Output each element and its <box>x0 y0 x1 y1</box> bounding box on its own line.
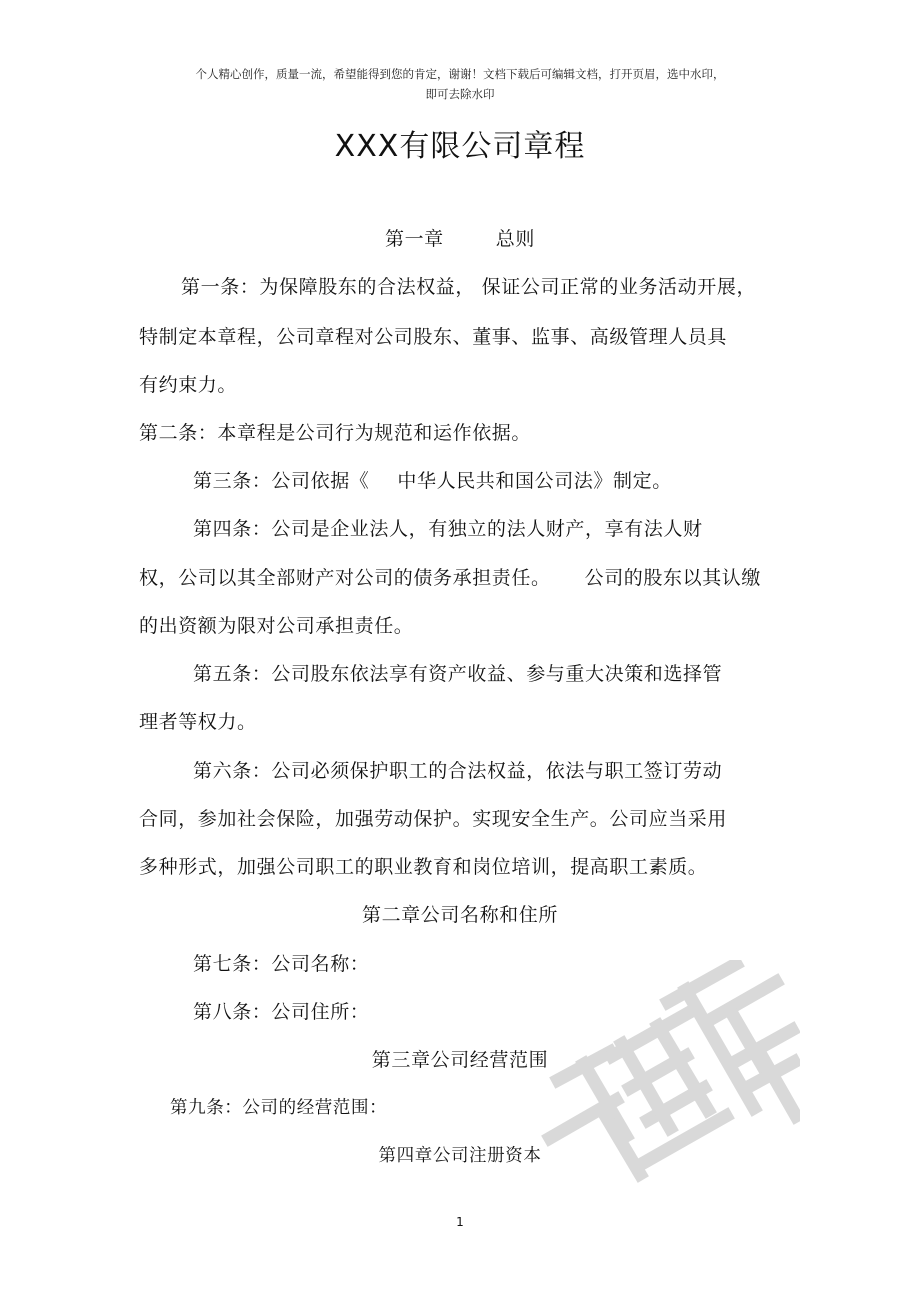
header-note-line-1: 个人精心创作，质量一流，希望能得到您的肯定，谢谢！文档下载后可编辑文档，打开页眉，选中水印， <box>195 67 725 81</box>
article-6-line-2: 合同，参加社会保险，加强劳动保护。实现安全生产。公司应当采用 <box>139 808 728 830</box>
article-4-line-2 <box>139 563 761 590</box>
document-title: XXX有限公司章程 <box>334 129 586 164</box>
article-9: 第九条：公司的经营范围： <box>170 1098 388 1118</box>
article-4-line-1: 第四条：公司是企业法人，有独立的法人财产，享有法人财 <box>193 518 703 540</box>
page-number: 1 <box>456 1215 464 1229</box>
article-4-line-2-part-1: 权，公司以其全部财产对公司的债务承担责任。 <box>139 567 551 589</box>
article-6-line-1: 第六条：公司必须保护职工的合法权益，依法与职工签订劳动 <box>193 760 723 782</box>
chapter-1-heading <box>0 224 920 251</box>
watermark <box>540 960 800 1200</box>
article-3-part-2: 中华人民共和国公司法》制定。 <box>397 470 672 492</box>
article-6-line-3: 多种形式，加强公司职工的职业教育和岗位培训，提高职工素质。 <box>139 856 708 878</box>
chapter-4-heading: 第四章公司注册资本 <box>378 1146 542 1166</box>
article-5-line-1: 第五条：公司股东依法享有资产收益、参与重大决策和选择管 <box>193 663 723 685</box>
chapter-1-name: 总则 <box>495 228 535 250</box>
article-2: 第二条：本章程是公司行为规范和运作依据。 <box>139 422 532 444</box>
header-note-line-2: 即可去除水印 <box>425 87 495 101</box>
article-1-line-1: 第一条：为保障股东的合法权益， 保证公司正常的业务活动开展， <box>181 276 757 298</box>
watermark-graphic <box>540 960 800 1200</box>
article-7: 第七条：公司名称： <box>193 953 370 975</box>
article-4-line-3: 的出资额为限对公司承担责任。 <box>139 615 414 637</box>
article-1-line-2: 特制定本章程，公司章程对公司股东、董事、监事、高级管理人员具 <box>139 326 728 348</box>
chapter-1-label: 第一章 <box>384 228 444 250</box>
article-3 <box>193 466 672 493</box>
article-1-line-3: 有约束力。 <box>139 374 238 396</box>
article-8: 第八条：公司住所： <box>193 1001 370 1023</box>
article-4-line-2-part-2: 公司的股东以其认缴 <box>584 567 762 589</box>
article-3-part-1: 第三条：公司依据《 <box>193 470 370 492</box>
article-5-line-2: 理者等权力。 <box>139 711 257 733</box>
chapter-2-heading: 第二章公司名称和住所 <box>361 904 558 926</box>
chapter-3-heading: 第三章公司经营范围 <box>371 1049 549 1071</box>
